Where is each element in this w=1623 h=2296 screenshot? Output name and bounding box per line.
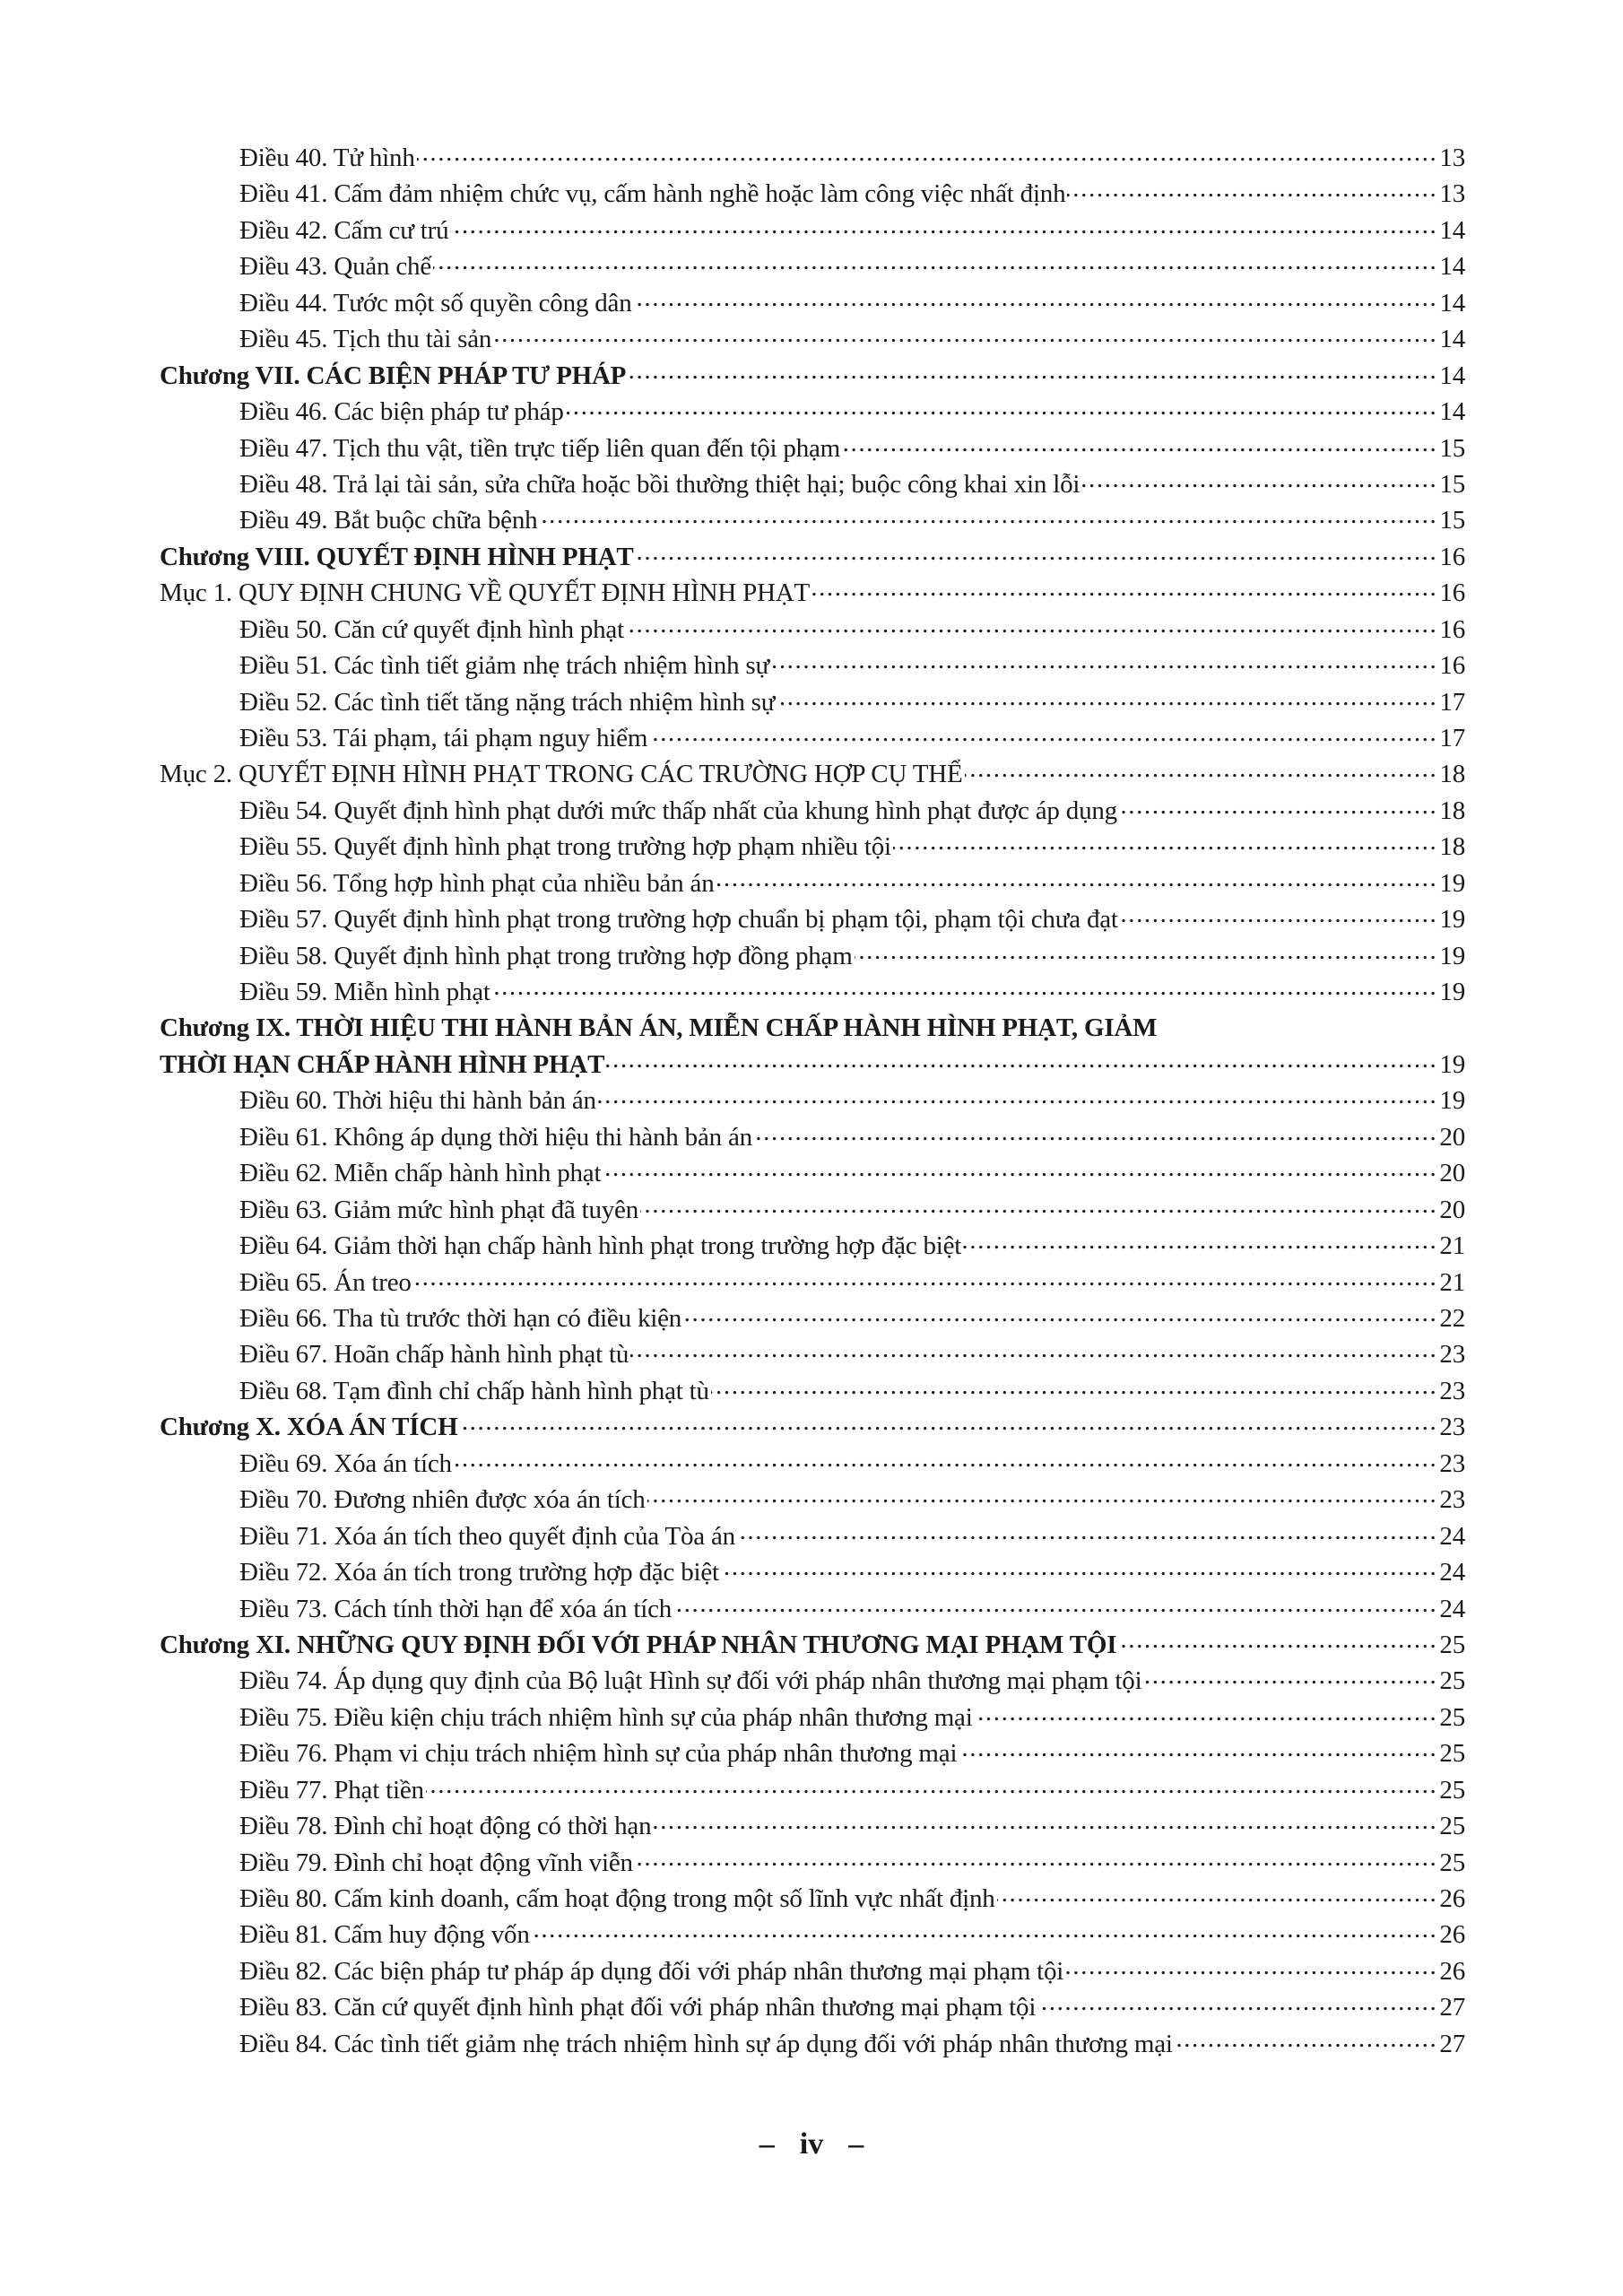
toc-entry-page-number: 19 xyxy=(1439,941,1465,970)
toc-entry-page-number: 13 xyxy=(1439,179,1465,209)
dot-leader xyxy=(812,574,1437,601)
toc-entry-title: Điều 43. Quản chế xyxy=(239,252,432,282)
toc-entry-article[interactable] xyxy=(160,1916,1465,1952)
toc-entry-title: Điều 50. Căn cứ quyết định hình phạt xyxy=(239,614,624,644)
dot-leader xyxy=(737,1518,1437,1544)
toc-entry-page-number: 19 xyxy=(1439,978,1465,1007)
toc-entry-title: Điều 53. Tái phạm, tái phạm nguy hiểm xyxy=(239,724,648,752)
toc-entry-title: Điều 42. Cấm cư trú xyxy=(239,215,449,245)
toc-entry-chapter[interactable] xyxy=(160,357,1465,393)
toc-entry-article[interactable] xyxy=(160,212,1465,248)
dot-leader xyxy=(1118,1626,1437,1653)
toc-entry-page-number: 19 xyxy=(1439,1086,1465,1116)
toc-entry-title: Điều 79. Đình chỉ hoạt động vĩnh viễn xyxy=(239,1848,633,1877)
toc-entry-article[interactable] xyxy=(160,865,1465,900)
toc-entry-page-number: 25 xyxy=(1439,1702,1465,1732)
toc-entry-title: Điều 76. Phạm vi chịu trách nhiệm hình sự của pháp nhân thương mại xyxy=(239,1739,958,1769)
toc-entry-title: Điều 47. Tịch thu vật, tiền trực tiếp liên quan đến tội phạm xyxy=(239,433,841,463)
toc-entry-title: Điều 84. Các tình tiết giảm nhẹ trách nhiệm hình sự áp dụng đối với pháp nhân thương mại xyxy=(239,2029,1173,2058)
toc-entry-page-number: 26 xyxy=(1439,1920,1465,1950)
toc-entry-article[interactable] xyxy=(160,792,1465,828)
toc-entry-title: Điều 44. Tước một số quyền công dân xyxy=(239,288,632,317)
dot-leader xyxy=(634,284,1438,311)
page-footer xyxy=(0,2127,1623,2161)
toc-entry-page-number: 24 xyxy=(1439,1594,1465,1623)
dot-leader xyxy=(1119,792,1437,819)
toc-entry-title: Điều 75. Điều kiện chịu trách nhiệm hình sự của pháp nhân thương mại xyxy=(239,1702,973,1732)
toc-entry-article[interactable] xyxy=(160,1445,1465,1481)
toc-entry-page-number: 15 xyxy=(1439,433,1465,463)
dot-leader xyxy=(721,1553,1438,1580)
toc-entry-title: Điều 60. Thời hiệu thi hành bản án xyxy=(239,1086,596,1116)
dot-leader xyxy=(454,1445,1438,1472)
toc-entry-article[interactable] xyxy=(160,1154,1465,1190)
toc-entry-article[interactable] xyxy=(160,1590,1465,1626)
toc-entry-article[interactable] xyxy=(160,284,1465,320)
toc-entry-page-number: 21 xyxy=(1439,1231,1465,1261)
table-of-contents xyxy=(160,139,1465,2061)
toc-entry-article[interactable] xyxy=(160,1880,1465,1916)
toc-entry-page-number: 27 xyxy=(1439,2029,1465,2058)
toc-entry-page-number: 17 xyxy=(1439,724,1465,752)
toc-entry-page-number: 25 xyxy=(1439,1775,1465,1805)
toc-entry-article[interactable] xyxy=(160,139,1465,175)
toc-entry-page-number: 18 xyxy=(1439,832,1465,862)
toc-entry-page-number: 18 xyxy=(1439,796,1465,825)
toc-entry-title: Chương VII. CÁC BIỆN PHÁP TƯ PHÁP xyxy=(160,361,627,390)
toc-entry-article[interactable] xyxy=(160,1118,1465,1154)
toc-entry-title: Điều 48. Trả lại tài sản, sửa chữa hoặc bồi thường thiệt hại; buộc công khai xin lỗi xyxy=(239,469,1081,499)
toc-entry-article[interactable] xyxy=(160,175,1465,211)
dot-leader xyxy=(1175,2025,1438,2052)
toc-entry-page-number: 27 xyxy=(1439,1993,1465,2022)
toc-entry-title: Điều 66. Tha tù trước thời hạn có điều kiện xyxy=(239,1304,682,1333)
toc-entry-page-number: 26 xyxy=(1439,1884,1465,1913)
dot-leader xyxy=(460,1408,1438,1435)
toc-entry-title: Điều 58. Quyết định hình phạt trong trường hợp đồng phạm xyxy=(239,941,853,970)
toc-entry-article[interactable] xyxy=(160,1553,1465,1589)
toc-entry-page-number: 15 xyxy=(1439,469,1465,499)
toc-entry-page-number: 23 xyxy=(1439,1413,1465,1442)
dot-leader xyxy=(1065,1952,1437,1979)
toc-entry-title: Điều 83. Căn cứ quyết định hình phạt đối với pháp nhân thương mại phạm tội xyxy=(239,1993,1037,2022)
toc-entry-title: Điều 81. Cấm huy động vốn xyxy=(239,1920,530,1950)
toc-entry-title: Điều 49. Bắt buộc chữa bệnh xyxy=(239,506,538,535)
toc-entry-title: Chương IX. THỜI HIỆU THI HÀNH BẢN ÁN, MIỄN CHẤP HÀNH HÌNH PHẠT, GIẢM xyxy=(160,1013,1158,1042)
toc-entry-article[interactable] xyxy=(160,430,1465,465)
toc-entry-page-number: 14 xyxy=(1439,397,1465,427)
toc-entry-title: Điều 55. Quyết định hình phạt trong trường hợp phạm nhiều tội xyxy=(239,832,891,862)
toc-entry-article[interactable] xyxy=(160,2025,1465,2061)
footer-dash-right: – xyxy=(848,2127,864,2161)
toc-entry-page-number: 16 xyxy=(1439,614,1465,644)
dot-leader xyxy=(413,1264,1438,1291)
toc-entry-article[interactable] xyxy=(160,611,1465,647)
toc-entry-title: Chương X. XÓA ÁN TÍCH xyxy=(160,1413,458,1442)
toc-entry-page-number: 20 xyxy=(1439,1122,1465,1152)
dot-leader xyxy=(492,973,1438,1000)
dot-leader xyxy=(566,393,1438,420)
toc-entry-page-number: 20 xyxy=(1439,1195,1465,1224)
toc-entry-article[interactable] xyxy=(160,1227,1465,1263)
toc-entry-section[interactable] xyxy=(160,574,1465,610)
toc-entry-page-number: 14 xyxy=(1439,325,1465,354)
dot-leader xyxy=(640,1191,1437,1218)
toc-entry-article[interactable] xyxy=(160,1372,1465,1408)
toc-entry-page-number: 16 xyxy=(1439,651,1465,681)
toc-entry-article[interactable] xyxy=(160,393,1465,429)
toc-entry-article[interactable] xyxy=(160,1335,1465,1371)
toc-entry-title: Mục 1. QUY ĐỊNH CHUNG VỀ QUYẾT ĐỊNH HÌNH PHẠT xyxy=(160,578,811,608)
toc-entry-section[interactable] xyxy=(160,755,1465,791)
dot-leader xyxy=(893,828,1438,855)
dot-leader xyxy=(771,647,1437,674)
toc-entry-title: Điều 63. Giảm mức hình phạt đã tuyên xyxy=(239,1195,639,1224)
toc-entry-article[interactable] xyxy=(160,937,1465,973)
dot-leader xyxy=(997,1880,1438,1907)
toc-entry-page-number: 19 xyxy=(1439,868,1465,898)
toc-entry-title: Mục 2. QUYẾT ĐỊNH HÌNH PHẠT TRONG CÁC TRƯỜNG HỢP CỤ THỂ xyxy=(160,760,963,789)
toc-entry-title: Điều 74. Áp dụng quy định của Bộ luật Hình sự đối với pháp nhân thương mại phạm tội xyxy=(239,1666,1142,1696)
toc-entry-article[interactable] xyxy=(160,1300,1465,1335)
dot-leader xyxy=(855,937,1438,964)
dot-leader xyxy=(426,1771,1438,1798)
toc-entry-page-number: 14 xyxy=(1439,215,1465,245)
toc-entry-title: Điều 69. Xóa án tích xyxy=(239,1448,452,1478)
toc-entry-title: Điều 40. Tử hình xyxy=(239,144,415,172)
toc-entry-article[interactable] xyxy=(160,1082,1465,1118)
dot-leader xyxy=(1143,1662,1437,1689)
toc-entry-title: Điều 82. Các biện pháp tư pháp áp dụng đối với pháp nhân thương mại phạm tội xyxy=(239,1956,1064,1986)
toc-entry-title: Điều 73. Cách tính thời hạn để xóa án tích xyxy=(239,1594,673,1623)
page-number-label: iv xyxy=(799,2127,824,2161)
toc-entry-page-number: 18 xyxy=(1439,760,1465,789)
toc-entry-article[interactable] xyxy=(160,1191,1465,1227)
dot-leader xyxy=(636,538,1438,565)
toc-entry-page-number: 25 xyxy=(1439,1630,1465,1659)
toc-entry-article[interactable] xyxy=(160,719,1465,755)
dot-leader xyxy=(683,1300,1437,1326)
dot-leader xyxy=(716,865,1438,891)
toc-entry-title: Chương XI. NHỮNG QUY ĐỊNH ĐỐI VỚI PHÁP NHÂN THƯƠNG MẠI PHẠM TỘI xyxy=(160,1630,1117,1659)
toc-entry-chapter[interactable] xyxy=(160,1408,1465,1444)
dot-leader xyxy=(965,755,1438,782)
toc-entry-page-number: 14 xyxy=(1439,361,1465,390)
toc-entry-page-number: 23 xyxy=(1439,1376,1465,1405)
toc-entry-article[interactable] xyxy=(160,1518,1465,1553)
toc-entry-article[interactable] xyxy=(160,1988,1465,2024)
toc-entry-page-number: 25 xyxy=(1439,1812,1465,1841)
toc-entry-article[interactable] xyxy=(160,320,1465,356)
toc-entry-title: Chương VIII. QUYẾT ĐỊNH HÌNH PHẠT xyxy=(160,542,634,571)
toc-entry-article[interactable] xyxy=(160,1844,1465,1880)
dot-leader xyxy=(433,248,1437,274)
toc-entry-title: Điều 57. Quyết định hình phạt trong trường hợp chuẩn bị phạm tội, phạm tội chưa đạt xyxy=(239,905,1118,935)
toc-entry-page-number: 13 xyxy=(1439,144,1465,172)
dot-leader xyxy=(626,611,1437,638)
toc-entry-title: Điều 67. Hoãn chấp hành hình phạt tù xyxy=(239,1340,629,1370)
toc-entry-page-number: 16 xyxy=(1439,542,1465,571)
dot-leader xyxy=(649,719,1437,746)
toc-entry-page-number: 22 xyxy=(1439,1304,1465,1333)
toc-entry-title: Điều 45. Tịch thu tài sản xyxy=(239,325,492,354)
toc-entry-article[interactable] xyxy=(160,683,1465,719)
toc-entry-title: Điều 71. Xóa án tích theo quyết định của Tòa án xyxy=(239,1521,735,1551)
dot-leader xyxy=(777,683,1437,710)
toc-entry-title: Điều 68. Tạm đình chỉ chấp hành hình phạt tù xyxy=(239,1376,709,1405)
toc-entry-article[interactable] xyxy=(160,900,1465,936)
toc-entry-article[interactable] xyxy=(160,1264,1465,1300)
toc-entry-title: Điều 77. Phạt tiền xyxy=(239,1775,424,1805)
toc-entry-title: Điều 54. Quyết định hình phạt dưới mức thấp nhất của khung hình phạt được áp dụng xyxy=(239,796,1117,825)
toc-entry-article[interactable] xyxy=(160,1481,1465,1517)
toc-entry-article[interactable] xyxy=(160,1807,1465,1843)
toc-entry-page-number: 26 xyxy=(1439,1956,1465,1986)
dot-leader xyxy=(711,1372,1438,1399)
toc-entry-page-number: 14 xyxy=(1439,288,1465,317)
toc-entry-title: Điều 65. Án treo xyxy=(239,1267,412,1297)
toc-entry-title: Điều 61. Không áp dụng thời hiệu thi hành bản án xyxy=(239,1122,752,1152)
toc-entry-title: Điều 52. Các tình tiết tăng nặng trách nhiệm hình sự xyxy=(239,687,776,717)
dot-leader xyxy=(1081,465,1437,492)
toc-entry-article[interactable] xyxy=(160,647,1465,683)
toc-entry-page-number: 23 xyxy=(1439,1340,1465,1370)
dot-leader xyxy=(598,1082,1438,1109)
dot-leader xyxy=(842,430,1437,457)
dot-leader xyxy=(450,212,1437,239)
dot-leader xyxy=(1067,175,1437,202)
toc-entry-page-number: 25 xyxy=(1439,1666,1465,1696)
dot-leader xyxy=(1037,1988,1437,2015)
toc-entry-chapter-wrap[interactable] xyxy=(160,1010,1465,1046)
toc-entry-article[interactable] xyxy=(160,501,1465,537)
dot-leader xyxy=(539,501,1437,528)
toc-entry-page-number: 14 xyxy=(1439,252,1465,282)
toc-entry-title: Điều 80. Cấm kinh doanh, cấm hoạt động trong một số lĩnh vực nhất định xyxy=(239,1884,995,1913)
dot-leader xyxy=(647,1481,1438,1508)
dot-leader xyxy=(963,1227,1437,1254)
toc-entry-chapter[interactable] xyxy=(160,1046,1465,1082)
toc-entry-page-number: 17 xyxy=(1439,687,1465,717)
toc-entry-page-number: 25 xyxy=(1439,1848,1465,1877)
toc-entry-page-number: 15 xyxy=(1439,506,1465,535)
toc-entry-chapter[interactable] xyxy=(160,538,1465,574)
toc-entry-page-number: 16 xyxy=(1439,578,1465,608)
toc-entry-article[interactable] xyxy=(160,1771,1465,1807)
toc-entry-page-number: 19 xyxy=(1439,905,1465,935)
toc-entry-title: Điều 46. Các biện pháp tư pháp xyxy=(239,397,564,427)
dot-leader xyxy=(975,1699,1438,1726)
dot-leader xyxy=(532,1916,1438,1943)
dot-leader xyxy=(673,1590,1437,1617)
toc-entry-title: Điều 70. Đương nhiên được xóa án tích xyxy=(239,1485,646,1515)
dot-leader xyxy=(628,357,1437,384)
toc-entry-title: Điều 41. Cấm đảm nhiệm chức vụ, cấm hành nghề hoặc làm công việc nhất định xyxy=(239,179,1066,209)
toc-entry-page-number: 20 xyxy=(1439,1159,1465,1188)
toc-entry-chapter[interactable] xyxy=(160,1626,1465,1662)
toc-entry-article[interactable] xyxy=(160,1662,1465,1698)
footer-dash-left: – xyxy=(759,2127,775,2161)
dot-leader xyxy=(1120,900,1438,927)
toc-entry-page-number: 23 xyxy=(1439,1448,1465,1478)
toc-entry-title: Điều 72. Xóa án tích trong trường hợp đặc biệt xyxy=(239,1558,719,1587)
toc-entry-title: Điều 59. Miễn hình phạt xyxy=(239,978,490,1007)
dot-leader xyxy=(635,1844,1438,1871)
toc-entry-title: Điều 62. Miễn chấp hành hình phạt xyxy=(239,1159,602,1188)
toc-entry-article[interactable] xyxy=(160,465,1465,501)
toc-entry-article[interactable] xyxy=(160,1735,1465,1770)
toc-entry-title: Điều 64. Giảm thời hạn chấp hành hình phạt trong trường hợp đặc biệt xyxy=(239,1231,962,1261)
toc-entry-article[interactable] xyxy=(160,248,1465,283)
toc-entry-title: THỜI HẠN CHẤP HÀNH HÌNH PHẠT xyxy=(160,1049,605,1079)
toc-entry-page-number: 24 xyxy=(1439,1521,1465,1551)
dot-leader xyxy=(959,1735,1437,1761)
dot-leader xyxy=(606,1046,1437,1073)
toc-entry-article[interactable] xyxy=(160,1952,1465,1988)
toc-entry-title: Điều 51. Các tình tiết giảm nhẹ trách nhiệm hình sự xyxy=(239,651,770,681)
dot-leader xyxy=(754,1118,1437,1145)
toc-entry-article[interactable] xyxy=(160,1699,1465,1735)
toc-entry-page-number: 23 xyxy=(1439,1485,1465,1515)
toc-entry-page-number: 21 xyxy=(1439,1267,1465,1297)
toc-entry-article[interactable] xyxy=(160,973,1465,1009)
dot-leader xyxy=(653,1807,1437,1834)
toc-entry-page-number: 25 xyxy=(1439,1739,1465,1769)
toc-entry-title: Điều 78. Đình chỉ hoạt động có thời hạn xyxy=(239,1812,652,1841)
dot-leader xyxy=(630,1335,1437,1362)
dot-leader xyxy=(417,139,1438,166)
dot-leader xyxy=(603,1154,1437,1181)
toc-entry-page-number: 24 xyxy=(1439,1558,1465,1587)
toc-entry-article[interactable] xyxy=(160,828,1465,864)
toc-entry-page-number: 19 xyxy=(1439,1049,1465,1079)
toc-entry-title: Điều 56. Tổng hợp hình phạt của nhiều bản án xyxy=(239,868,715,898)
dot-leader xyxy=(493,320,1437,347)
